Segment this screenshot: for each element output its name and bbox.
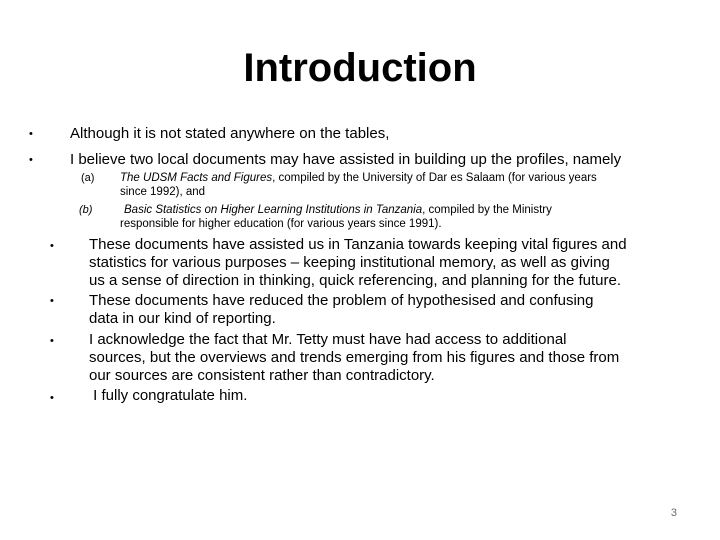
body-bullet-line: These documents have assisted us in Tanzania towards keeping vital figures and xyxy=(89,236,627,253)
body-bullet-line: our sources are consistent rather than contradictory. xyxy=(89,367,435,384)
sub-item-label: (b) xyxy=(79,204,93,216)
sub-item-line xyxy=(120,172,597,185)
sub-item-line: since 1992), and xyxy=(120,186,206,198)
body-bullet-line: data in our kind of reporting. xyxy=(89,310,276,327)
top-bullet-item: I believe two local documents may have assisted in building up the profiles, namely xyxy=(70,151,622,168)
sub-item-label: (a) xyxy=(81,172,95,184)
sub-item-text: , compiled by the Ministry xyxy=(422,204,552,216)
body-bullet-line: I acknowledge the fact that Mr. Tetty must have had access to additional xyxy=(89,331,567,348)
bullet-dot-icon: • xyxy=(50,240,54,252)
bullet-dot-icon: • xyxy=(50,295,54,307)
bullet-dot-icon: • xyxy=(50,335,54,347)
top-bullet-item: Although it is not stated anywhere on the tables, xyxy=(70,125,390,142)
sub-item-text: , compiled by the University of Dar es Salaam (for various years xyxy=(272,172,597,184)
bullet-dot-icon: • xyxy=(29,154,33,166)
body-bullet-line: sources, but the overviews and trends emerging from his figures and those from xyxy=(89,349,620,366)
slide-title: Introduction xyxy=(243,46,477,90)
body-bullet-line: statistics for various purposes – keeping institutional memory, as well as giving xyxy=(89,254,610,271)
body-bullet-line: These documents have reduced the problem of hypothesised and confusing xyxy=(89,292,594,309)
sub-item-line: responsible for higher education (for various years since 1991). xyxy=(120,218,442,230)
document-title: The UDSM Facts and Figures xyxy=(120,172,273,184)
bullet-dot-icon: • xyxy=(50,392,54,404)
page-number: 3 xyxy=(670,507,677,519)
body-bullet-line: us a sense of direction in thinking, quick referencing, and planning for the future. xyxy=(89,272,621,289)
bullet-dot-icon: • xyxy=(29,128,33,140)
body-bullet-line: I fully congratulate him. xyxy=(89,387,248,404)
sub-item-line xyxy=(124,204,552,217)
document-title: Basic Statistics on Higher Learning Institutions in Tanzania xyxy=(124,204,423,216)
